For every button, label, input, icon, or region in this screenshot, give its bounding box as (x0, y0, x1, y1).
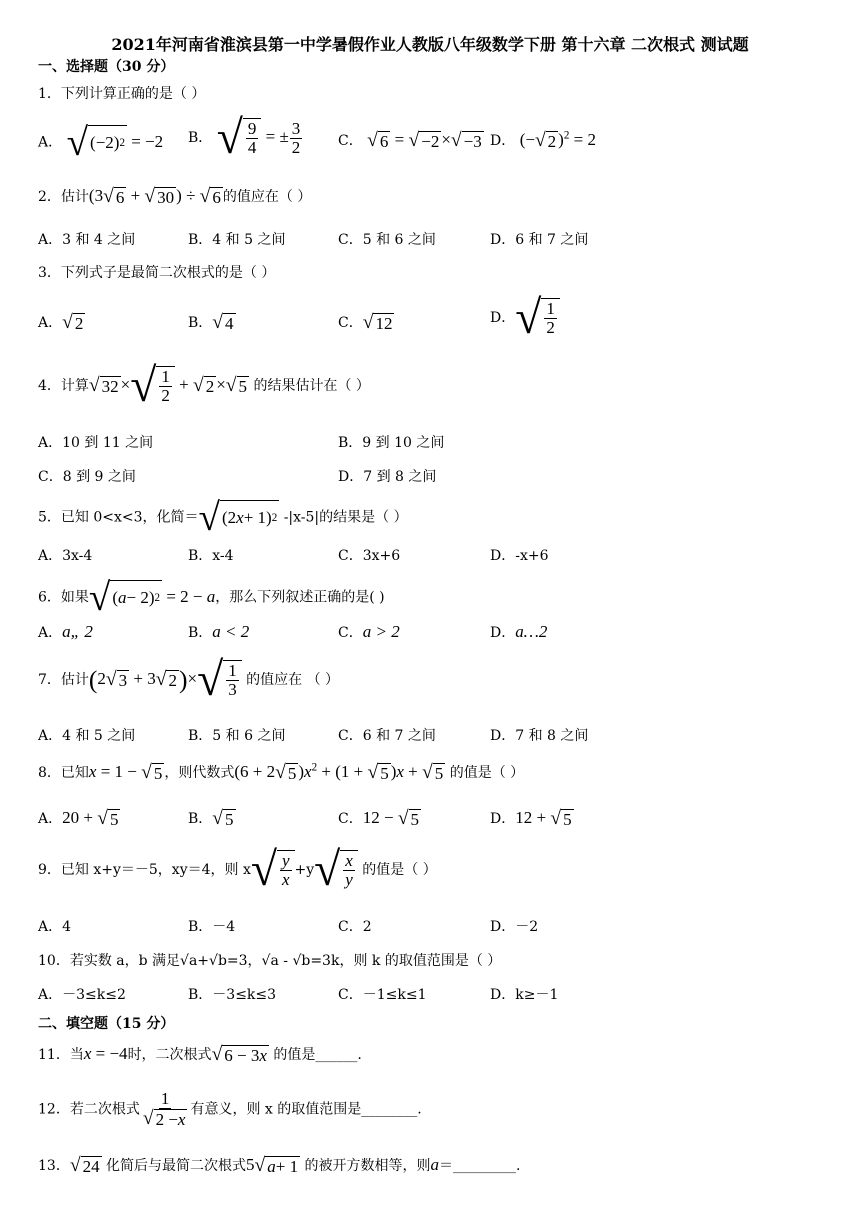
question-1-stem: 1．下列计算正确的是（ ） (38, 86, 206, 102)
question-7-option-a: A．4 和 5 之间 (38, 728, 136, 744)
question-6-option-a: A．a„ 2 (38, 622, 93, 641)
question-4-option-d: D．7 到 8 之间 (338, 469, 437, 485)
question-2-option-b: B．4 和 5 之间 (188, 232, 286, 248)
question-10-stem: 10．若实数 a，b 满足√a+√b=3，√a - √b=3k，则 k 的取值范围是（ ） (38, 953, 502, 969)
question-5-option-c: C．3x+6 (338, 548, 401, 564)
question-4-option-b: B．9 到 10 之间 (338, 435, 445, 451)
question-6-option-b: B．a < 2 (188, 622, 250, 641)
question-4-option-a: A．10 到 11 之间 (38, 435, 154, 451)
question-6-option-d: D．a…2 (490, 622, 548, 641)
question-1-option-a: A． √ (−2) 2 = −2 (38, 121, 164, 164)
question-2-option-a: A．3 和 4 之间 (38, 232, 136, 248)
question-9-option-c: C．2 (338, 919, 372, 935)
question-1-option-b: B． √ $\frac{9}{4}$ = ± $\frac{3}{2}$ (188, 112, 301, 164)
question-2-stem: 2．估计(3 √ 6 + √ 30 ) ÷ √ 6 的值应在（ ） (38, 185, 312, 207)
question-7-option-c: C．6 和 7 之间 (338, 728, 436, 744)
question-2-option-c: C．5 和 6 之间 (338, 232, 436, 248)
question-7-option-d: D．7 和 8 之间 (490, 728, 589, 744)
question-7-option-b: B．5 和 6 之间 (188, 728, 286, 744)
question-5-option-a: A．3x-4 (38, 548, 93, 564)
question-5-option-d: D．-x+6 (490, 548, 549, 564)
question-10-option-b: B．－3≤k≤3 (188, 987, 277, 1003)
question-8-option-c: C．12 − √ 5 (338, 807, 420, 829)
question-8-option-b: B． √ 5 (188, 807, 234, 829)
question-3-option-a: A． √ 2 (38, 311, 84, 333)
question-11-stem: 11．当x = −4时，二次根式 √ 6 − 3 x 的值是______. (38, 1043, 362, 1065)
question-10-option-d: D．k≥－1 (490, 987, 559, 1003)
section-choice-heading: 一、选择题（30 分） (38, 59, 175, 75)
question-4-stem: 4．计算 √ 32 × √ $\frac{1}{2}$ + √ 2 × √ 5 的结果估计在（ ） (38, 360, 370, 412)
question-5-stem: 5．已知 0<x<3，化简＝ √ (2 x + 1) 2 -|x-5|的结果是（ ） (38, 496, 408, 539)
question-1-option-d: D． (− √ 2 )$^2$ = 2 (490, 129, 596, 151)
question-12-stem: 12．若二次根式 1 √ 2 − x 有意义，则 x 的取值范围是________. (38, 1089, 422, 1130)
question-3-option-d: D． √ $\frac{1}{2}$ (490, 298, 560, 338)
question-10-option-a: A．－3≤k≤2 (38, 987, 126, 1003)
question-3-option-b: B． √ 4 (188, 311, 234, 333)
question-6-stem: 6．如果 √ ( a − 2) 2 = 2 − a，那么下列叙述正确的是( ) (38, 576, 385, 619)
question-9-option-a: A．4 (38, 919, 72, 935)
question-3-stem: 3．下列式子是最简二次根式的是（ ） (38, 265, 276, 281)
question-1-option-c: C． √ 6 = √ −2 × √ −3 (338, 129, 482, 151)
question-8-option-a: A．20 + √ 5 (38, 807, 119, 829)
question-3-option-c: C． √ 12 (338, 311, 393, 333)
question-13-stem: 13． √ 24 化简后与最简二次根式5 √ a + 1 的被开方数相等，则a＝_________. (38, 1154, 521, 1176)
question-2-option-d: D．6 和 7 之间 (490, 232, 589, 248)
question-4-option-c: C．8 到 9 之间 (38, 469, 136, 485)
question-8-stem: 8．已知x = 1 − √ 5 ，则代数式(6 + 2 √ 5 )$x^2 + (1$ + √ 5 )x + √ 5 的值是（ ） (38, 761, 525, 783)
question-5-option-b: B．x-4 (188, 548, 234, 564)
page-title: 2021年河南省淮滨县第一中学暑假作业人教版八年级数学下册 第十六章 二次根式 测试题 (111, 35, 749, 54)
question-8-option-d: D．12 + √ 5 (490, 807, 572, 829)
question-7-stem: 7．估计(2 √ 3 + 3 √ 2 )× √ $\frac{1}{3}$ 的值应在 （ ） (38, 654, 340, 706)
question-10-option-c: C．－1≤k≤1 (338, 987, 427, 1003)
question-9-option-d: D．－2 (490, 919, 539, 935)
section-fill-heading: 二、填空题（15 分） (38, 1016, 175, 1032)
question-6-option-c: C．a > 2 (338, 622, 400, 641)
question-9-stem: 9．已知 x+y＝－5，xy＝4，则 x √ $\frac{y}{x}$ +y √ $\frac{x}{y}$ 的值是（ ） (38, 844, 437, 896)
question-9-option-b: B．－4 (188, 919, 236, 935)
